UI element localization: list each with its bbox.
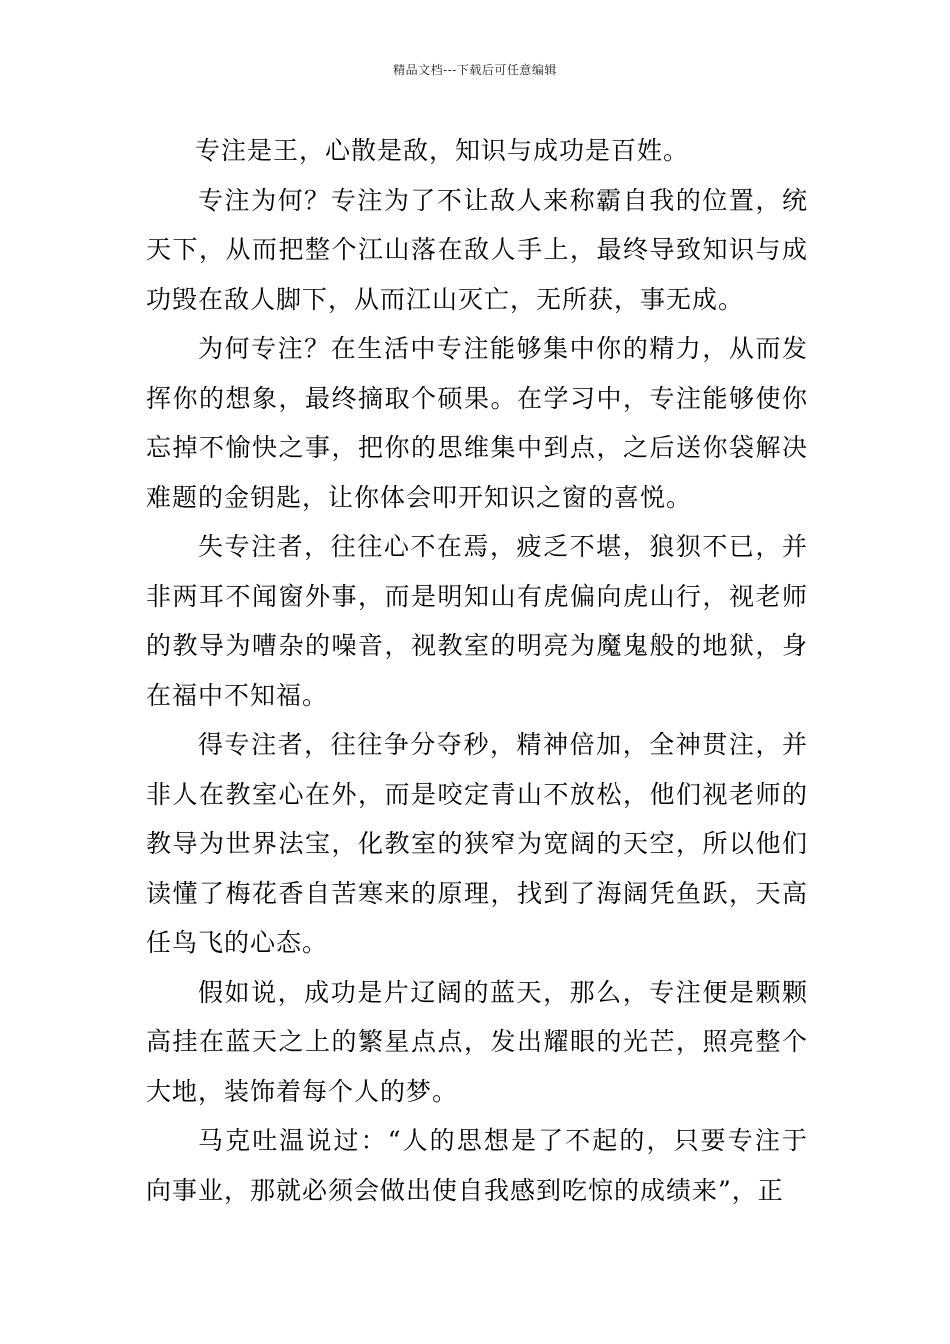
paragraph-5: 得专注者，往往争分夺秒，精神倍加，全神贯注，并非人在教室心在外，而是咬定青山不放松，他们视老师的教导为世界法宝，化教室的狭窄为宽阔的天空，所以他们读懂了梅花香自苦寒来的原理，找到了海阔凭鱼跃，天高任鸟飞的心态。 (146, 730, 808, 957)
paragraph-7: 马克吐温说过：“人的思想是了不起的，只要专注于向事业，那就必须会做出使自我感到吃惊的成绩来”，正 (146, 1126, 808, 1205)
paragraph-6: 假如说，成功是片辽阔的蓝天，那么，专注便是颗颗高挂在蓝天之上的繁星点点，发出耀眼的光芒，照亮整个大地，装饰着每个人的梦。 (146, 977, 808, 1106)
document-body (146, 126, 808, 1215)
paragraph-3: 为何专注？在生活中专注能够集中你的精力，从而发挥你的想象，最终摘取个硕果。在学习中，专注能够使你忘掉不愉快之事，把你的思维集中到点，之后送你袋解决难题的金钥匙，让你体会叩开知识之窗的喜悦。 (146, 334, 808, 512)
page-header: 精品文档---下载后可任意编辑 (393, 63, 557, 77)
paragraph-1: 专注是王，心散是敌，知识与成功是百姓。 (195, 136, 690, 165)
paragraph-4: 失专注者，往往心不在焉，疲乏不堪，狼狈不已，并非两耳不闻窗外事，而是明知山有虎偏向虎山行，视老师的教导为嘈杂的噪音，视教室的明亮为魔鬼般的地狱，身在福中不知福。 (146, 532, 808, 710)
paragraph-2: 专注为何？专注为了不让敌人来称霸自我的位置，统天下，从而把整个江山落在敌人手上，最终导致知识与成功毁在敌人脚下，从而江山灭亡，无所获，事无成。 (146, 185, 808, 314)
